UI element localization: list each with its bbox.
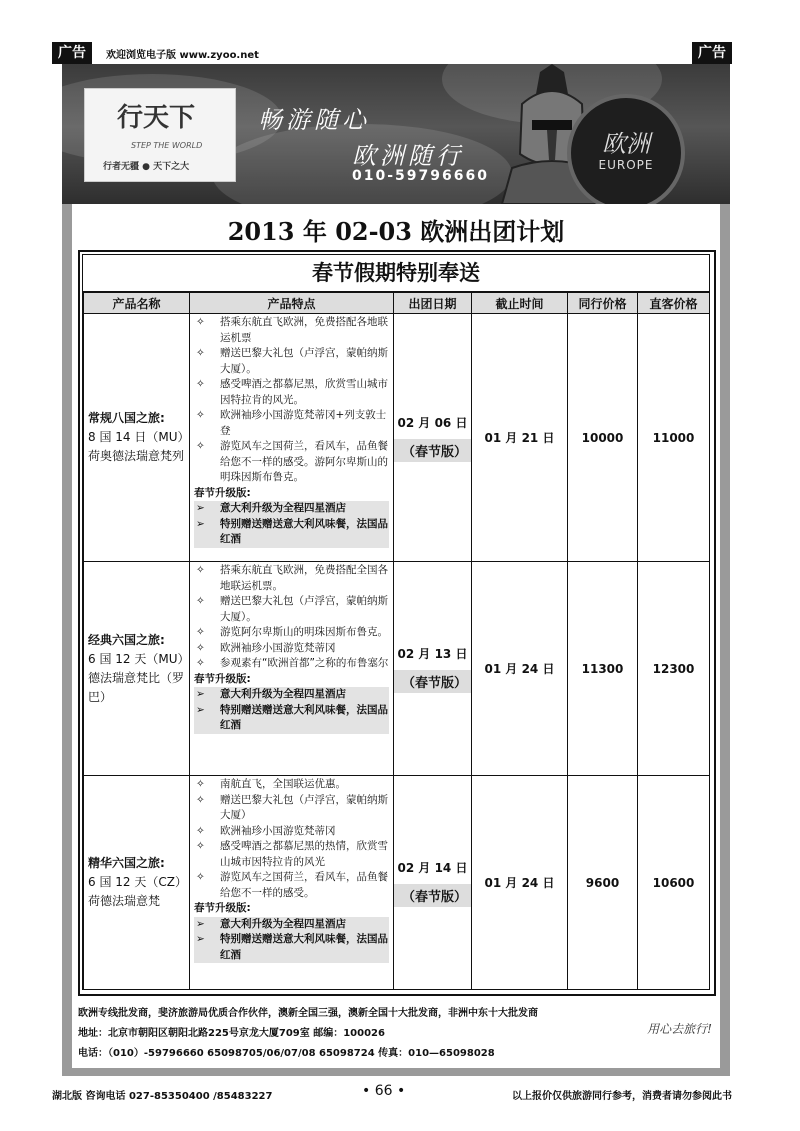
departure-date: 02 月 14 日 — [397, 860, 468, 875]
feature-item: ✧ 赠送巴黎大礼包（卢浮宫，蒙帕纳斯大厦）。 — [196, 347, 388, 375]
product-detail: 8 国 14 日（MU）荷奥德法瑞意梵列 — [88, 430, 185, 463]
diamond-bullet-icon: ✧ — [196, 440, 205, 452]
feature-item: ✧ 赠送巴黎大礼包（卢浮宫，蒙帕纳斯大厦） — [196, 793, 388, 821]
feature-item: ✧ 游览阿尔卑斯山的明珠因斯布鲁克。 — [194, 625, 389, 641]
feature-item: ✧ 感受啤酒之都慕尼黑，欣赏雪山城市因特拉肯的风光。 — [196, 378, 388, 406]
departure-date: 02 月 06 日 — [397, 415, 468, 430]
diamond-bullet-icon: ✧ — [196, 824, 205, 837]
ad-label-right: 广告 — [692, 42, 732, 64]
deadline-cell: 01 月 24 日 — [472, 776, 568, 990]
diamond-bullet-icon: ✧ — [196, 778, 205, 790]
feature-item: ✧ 游览风车之国荷兰，看风车，品鱼餐给您不一样的感受。 — [196, 871, 388, 899]
header-deadline: 截止时间 — [472, 293, 568, 314]
europe-seal — [567, 94, 685, 204]
feature-item: ✧ 游览风车之国荷兰，看风车，品鱼餐给您不一样的感受。游阿尔卑斯山的明珠因斯布鲁克。 — [196, 440, 388, 483]
departure-date-cell — [394, 562, 472, 776]
logo-english: STEP THE WORLD — [131, 141, 203, 150]
table-row — [84, 776, 710, 990]
product-name-cell — [84, 314, 190, 562]
upgrade-item: ➢ 特别赠送赠送意大利风味餐，法国品红酒 — [194, 932, 389, 963]
header-product-name: 产品名称 — [84, 293, 190, 314]
company-info — [78, 1004, 714, 1064]
logo-name: 行天下 — [117, 103, 196, 133]
departure-date: 02 月 13 日 — [397, 646, 468, 661]
product-title: 精华六国之旅: — [88, 856, 165, 870]
trade-price-cell: 10000 — [568, 314, 638, 562]
diamond-bullet-icon: ✧ — [196, 626, 205, 638]
edition-badge: （春节版） — [394, 884, 471, 907]
seal-text-en: EUROPE — [598, 158, 654, 172]
direct-price-cell: 10600 — [638, 776, 710, 990]
bottom-bar — [52, 1085, 732, 1101]
arrow-bullet-icon: ➢ — [196, 703, 205, 716]
diamond-bullet-icon: ✧ — [196, 871, 205, 883]
upgrade-item: ➢ 意大利升级为全程四星酒店 — [194, 917, 389, 933]
disclaimer: 以上报价仅供旅游同行参考，消费者请勿参阅此书 — [512, 1091, 732, 1102]
ad-label-left: 广告 — [52, 42, 92, 64]
banner-phone: 010-59796660 — [352, 168, 489, 184]
company-intro: 欧洲专线批发商，斐济旅游局优质合作伙伴，澳新全国三强，澳新全国十大批发商，非洲中东十大批发商 — [78, 1008, 538, 1019]
edition-badge: （春节版） — [394, 670, 471, 693]
deadline-cell: 01 月 21 日 — [472, 314, 568, 562]
diamond-bullet-icon: ✧ — [196, 564, 205, 576]
header-departure-date: 出团日期 — [394, 293, 472, 314]
direct-price-cell: 11000 — [638, 314, 710, 562]
upgrade-item: ➢ 意大利升级为全程四星酒店 — [194, 501, 389, 517]
feature-item: ✧ 搭乘东航直飞欧洲，免费搭配全国各地联运机票。 — [196, 564, 388, 592]
diamond-bullet-icon: ✧ — [196, 840, 205, 852]
upgrade-title: 春节升级版: — [194, 672, 251, 685]
edition-badge: （春节版） — [394, 439, 471, 462]
diamond-bullet-icon: ✧ — [196, 657, 205, 669]
advertisement-frame — [62, 64, 730, 1076]
feature-item: ✧ 感受啤酒之都慕尼黑的热情，欣赏雪山城市因特拉肯的风光 — [196, 840, 388, 868]
feature-item: ✧ 欧洲袖珍小国游览梵蒂冈+列支敦士登 — [196, 409, 387, 437]
diamond-bullet-icon: ✧ — [196, 347, 205, 359]
logo-slogan: 行者无疆 ● 天下之大 — [103, 162, 190, 172]
feature-item: ✧ 欧洲袖珍小国游览梵蒂冈 — [194, 824, 389, 840]
diamond-bullet-icon: ✧ — [196, 378, 205, 390]
content-panel — [72, 204, 720, 1068]
deadline-cell: 01 月 24 日 — [472, 562, 568, 776]
page-title: 2013 年 02-03 欧洲出团计划 — [227, 217, 565, 246]
feature-item: ✧ 搭乘东航直飞欧洲，免费搭配各地联运机票 — [196, 316, 388, 344]
seal-text-cn: 欧洲 — [602, 130, 650, 158]
arrow-bullet-icon: ➢ — [196, 933, 205, 945]
signature-slogan: 用心去旅行! — [647, 1022, 712, 1036]
tour-table-frame — [78, 250, 716, 996]
product-detail: 6 国 12 天（MU）德法瑞意梵比（罗巴） — [88, 651, 185, 704]
upgrade-item: ➢ 特别赠送赠送意大利风味餐，法国品红酒 — [194, 703, 389, 734]
feature-item: ✧ 欧洲袖珍小国游览梵蒂冈 — [194, 641, 389, 657]
table-row — [84, 562, 710, 776]
header-direct-price: 直客价格 — [638, 293, 710, 314]
arrow-bullet-icon: ➢ — [196, 688, 205, 700]
banner — [62, 64, 730, 204]
trade-price-cell: 11300 — [568, 562, 638, 776]
page-number: • 66 • — [362, 1083, 406, 1099]
feature-item: ✧ 参观素有“欧洲首都”之称的布鲁塞尔 — [194, 656, 389, 672]
company-address: 地址：北京市朝阳区朝阳北路225号京龙大厦709室 邮编：100026 — [78, 1028, 385, 1039]
diamond-bullet-icon: ✧ — [196, 793, 205, 806]
header-trade-price: 同行价格 — [568, 293, 638, 314]
diamond-bullet-icon: ✧ — [196, 595, 205, 607]
table-header-row — [84, 293, 710, 314]
product-detail: 6 国 12 天（CZ）荷德法瑞意梵 — [88, 875, 181, 908]
section-title: 春节假期特别奉送 — [83, 255, 709, 292]
tour-table-inner — [82, 254, 710, 990]
banner-slogan-2: 欧洲随行 — [352, 142, 464, 170]
features-cell — [190, 314, 394, 562]
trade-price-cell: 9600 — [568, 776, 638, 990]
departure-date-cell — [394, 314, 472, 562]
product-title: 经典六国之旅: — [88, 632, 165, 647]
arrow-bullet-icon: ➢ — [196, 502, 205, 514]
departure-date-cell — [394, 776, 472, 990]
features-cell — [190, 776, 394, 990]
top-bar — [52, 42, 732, 64]
arrow-bullet-icon: ➢ — [196, 917, 205, 930]
edition-contact: 湖北版 咨询电话 027-85350400 /85483227 — [52, 1091, 273, 1102]
diamond-bullet-icon: ✧ — [196, 641, 205, 654]
arrow-bullet-icon: ➢ — [196, 517, 205, 530]
welcome-text: 欢迎浏览电子版 www.zyoo.net — [106, 50, 259, 61]
upgrade-title: 春节升级版: — [194, 486, 251, 499]
header-features: 产品特点 — [190, 293, 394, 314]
feature-item: ✧ 南航直飞，全国联运优惠。 — [194, 777, 389, 793]
upgrade-item: ➢ 特别赠送赠送意大利风味餐，法国品红酒 — [194, 517, 389, 548]
table-row — [84, 314, 710, 562]
tour-table — [83, 292, 710, 990]
product-title: 常规八国之旅: — [88, 411, 165, 425]
brand-logo — [84, 88, 236, 182]
diamond-bullet-icon: ✧ — [196, 409, 205, 421]
diamond-bullet-icon: ✧ — [196, 316, 205, 328]
upgrade-item: ➢ 意大利升级为全程四星酒店 — [194, 687, 389, 703]
banner-slogan-1: 畅游随心 — [258, 106, 370, 134]
product-name-cell — [84, 776, 190, 990]
direct-price-cell: 12300 — [638, 562, 710, 776]
features-cell — [190, 562, 394, 776]
feature-item: ✧ 赠送巴黎大礼包（卢浮宫，蒙帕纳斯大厦）。 — [196, 595, 388, 623]
company-phone: 电话：（010）-59796660 65098705/06/07/08 65098724 传真：010—65098028 — [78, 1048, 495, 1059]
upgrade-title: 春节升级版: — [194, 902, 251, 914]
product-name-cell — [84, 562, 190, 776]
